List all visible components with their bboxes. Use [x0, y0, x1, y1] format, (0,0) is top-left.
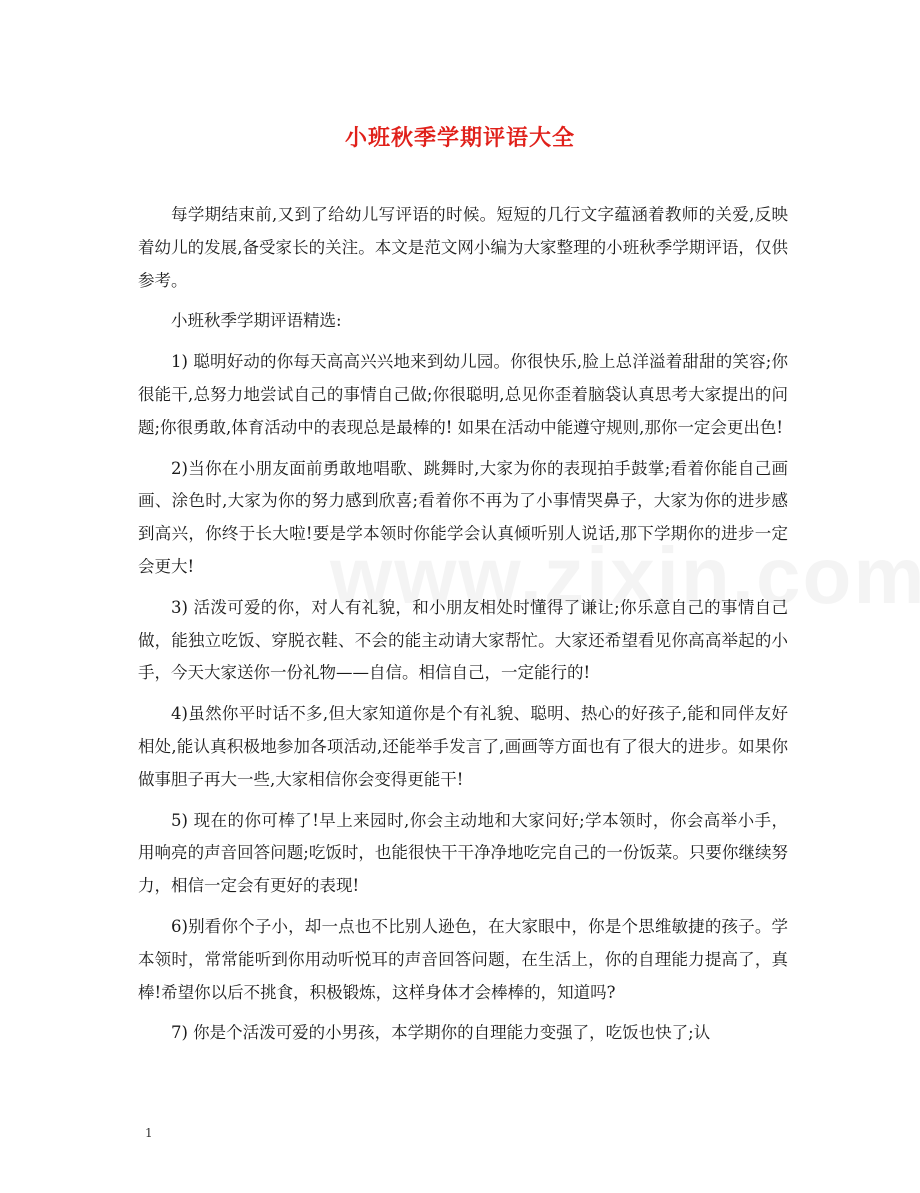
comment-paragraph-1: 1) 聪明好动的你每天高高兴兴地来到幼儿园。你很快乐,脸上总洋溢着甜甜的笑容;你很能干,总努力地尝试自己的事情自己做;你很聪明,总见你歪着脑袋认真思考大家提出的问题;你很勇敢,体育活动中的表现总是最棒的! 如果在活动中能遵守规则,那你一定会更出色! — [138, 352, 788, 437]
page-number: 1 — [145, 1126, 153, 1140]
document-title: 小班秋季学期评语大全 — [344, 125, 575, 151]
comment-paragraph-4: 4)虽然你平时话不多,但大家知道你是个有礼貌、聪明、热心的好孩子,能和同伴友好相处,能认真积极地参加各项活动,还能举手发言了,画画等方面也有了很大的进步。如果你做事胆子再大一些,大家相信你会变得更能干! — [138, 704, 788, 789]
comment-paragraph-2: 2)当你在小朋友面前勇敢地唱歌、跳舞时,大家为你的表现拍手鼓掌;看着你能自己画画、涂色时,大家为你的努力感到欣喜;看着你不再为了小事情哭鼻子，大家为你的进步感到高兴，你终于长大啦!要是学本领时你能学会认真倾听别人说话,那下学期你的进步一定会更大! — [138, 458, 788, 576]
document-body — [138, 199, 788, 1050]
intro-paragraph: 每学期结束前,又到了给幼儿写评语的时候。短短的几行文字蕴涵着教师的关爱,反映着幼儿的发展,备受家长的关注。本文是范文网小编为大家整理的小班秋季学期评语，仅供参考。 — [138, 205, 788, 290]
comment-paragraph-5: 5) 现在的你可棒了!早上来园时,你会主动地和大家问好;学本领时，你会高举小手，用响亮的声音回答问题;吃饭时，也能很快干干净净地吃完自己的一份饭菜。只要你继续努力，相信一定会有更好的表现! — [138, 810, 788, 896]
comment-paragraph-6: 6)别看你个子小，却一点也不比别人逊色，在大家眼中，你是个思维敏捷的孩子。学本领时，常常能听到你用动听悦耳的声音回答问题，在生活上，你的自理能力提高了，真棒!希望你以后不挑食，积极锻炼，这样身体才会棒棒的，知道吗? — [138, 916, 788, 1002]
section-heading: 小班秋季学期评语精选: — [171, 311, 342, 331]
comment-paragraph-7: 7) 你是个活泼可爱的小男孩，本学期你的自理能力变强了，吃饭也快了;认 — [171, 1023, 711, 1043]
comment-paragraph-3: 3) 活泼可爱的你，对人有礼貌，和小朋友相处时懂得了谦让;你乐意自己的事情自己做，能独立吃饭、穿脱衣鞋、不会的能主动请大家帮忙。大家还希望看见你高高举起的小手，今天大家送你一份礼物——自信。相信自己，一定能行的! — [138, 597, 788, 683]
